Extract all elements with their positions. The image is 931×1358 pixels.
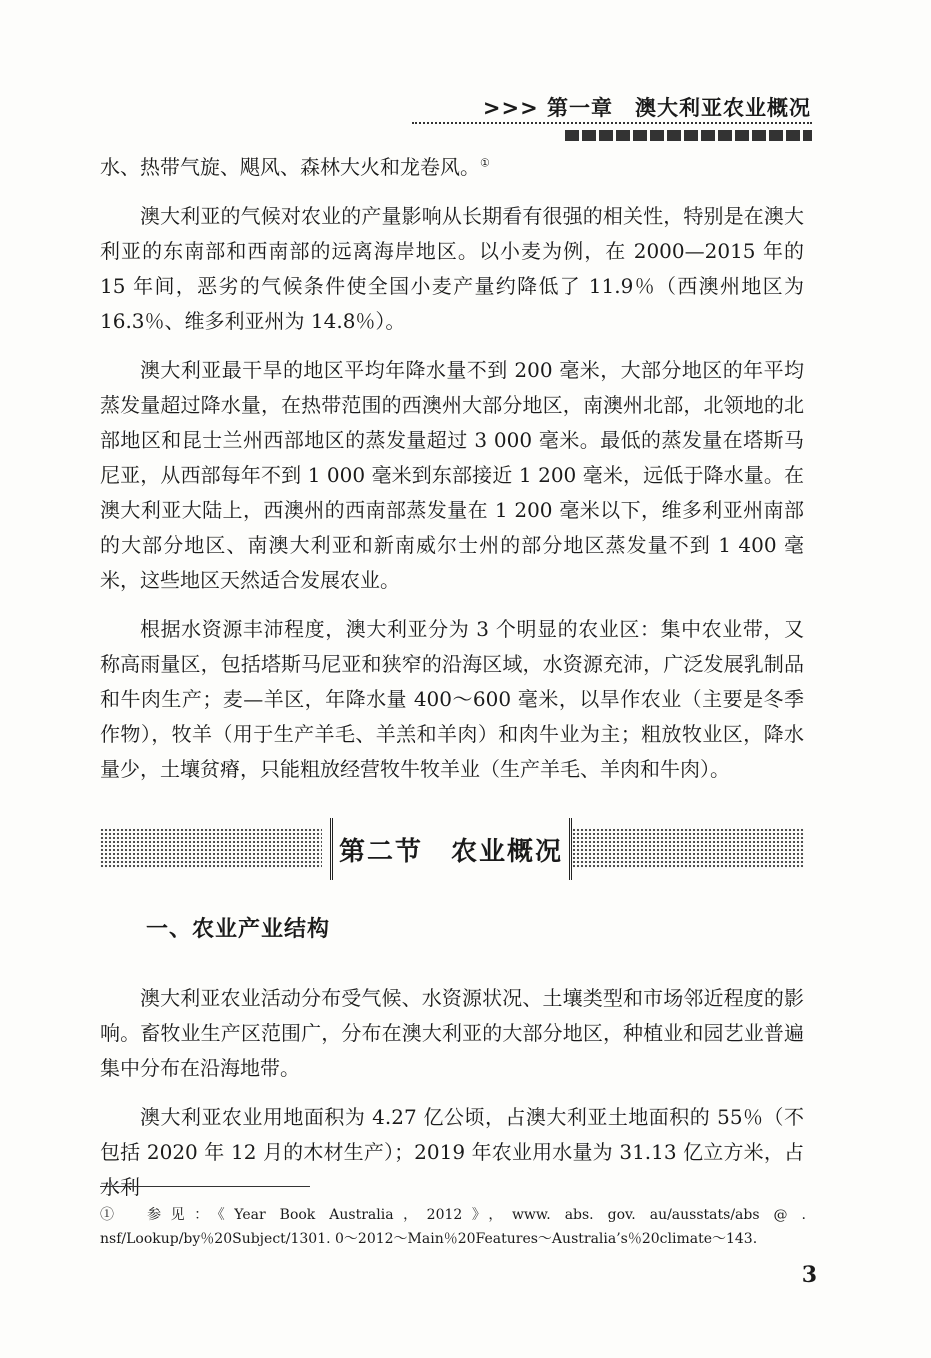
- subsection-title: 一、农业产业结构: [146, 917, 331, 942]
- running-header: [0, 0, 931, 140]
- paragraph: 澳大利亚农业活动分布受气候、水资源状况、土壤类型和市场邻近程度的影响。畜牧业生产区范围广，分布在澳大利亚的大部分地区，种植业和园艺业普遍集中分布在沿海地带。: [100, 986, 804, 1080]
- footnote-divider: [100, 1186, 310, 1187]
- chapter-title: >>> 第一章 澳大利亚农业概况: [482, 96, 811, 120]
- paragraph: 根据水资源丰沛程度，澳大利亚分为 3 个明显的农业区：集中农业带，又称高雨量区，包括塔斯马尼亚和狭窄的沿海区域，水资源充沛，广泛发展乳制品和牛肉生产；麦—羊区，年降水量 400～600 毫米，以旱作农业（主要是冬季作物），牧羊（用于生产羊毛、羊羔和羊肉）和肉牛业为主；粗放牧业区，降水量少，土壤贫瘠，只能粗放经营牧牛牧羊业（生产羊毛、羊肉和牛肉）。: [100, 617, 804, 781]
- footnote: ① 参见：《Year Book Australia，2012》，www. abs. gov. au/ausstats/abs @ . nsf/Lookup/by％20Subject/1301. 0～2012～Main％20Features～Australia’s％20climate～143.: [100, 1207, 806, 1247]
- footnote-reference[interactable]: ①: [480, 156, 490, 170]
- header-dotted-rule: [412, 122, 812, 124]
- paragraph: 澳大利亚最干旱的地区平均年降水量不到 200 毫米，大部分地区的年平均蒸发量超过降水量，在热带范围的西澳州大部分地区，南澳州北部，北领地的北部地区和昆士兰州西部地区的蒸发量超过 3 000 毫米。最低的蒸发量在塔斯马尼亚，从西部每年不到 1 000 毫米到东部接近 1 200 毫米，远低于降水量。在澳大利亚大陆上，西澳州的西南部蒸发量在 1 200 毫米以下，维多利亚州南部的大部分地区、南澳大利亚和新南威尔士州的部分地区蒸发量不到 1 400 毫米，这些地区天然适合发展农业。: [100, 358, 804, 592]
- body-text-lower: [100, 981, 804, 1205]
- paragraph: 水、热带气旋、飓风、森林大火和龙卷风。①: [100, 155, 490, 179]
- dotted-fill-left: [100, 828, 322, 868]
- section-heading-band: [100, 818, 804, 880]
- dotted-fill-right: [572, 828, 804, 868]
- body-text-upper: [100, 150, 804, 787]
- page-number: 3: [801, 1262, 817, 1288]
- paragraph: 澳大利亚的气候对农业的产量影响从长期看有很强的相关性，特别是在澳大利亚的东南部和西南部的远离海岸地区。以小麦为例，在 2000—2015 年的 15 年间，恶劣的气候条件使全国小麦产量约降低了 11.9％（西澳州地区为 16.3％、维多利亚州为 14.8％）。: [100, 204, 804, 333]
- paragraph: 澳大利亚农业用地面积为 4.27 亿公顷，占澳大利亚土地面积的 55％（不包括 2020 年 12 月的木材生产）；2019 年农业用水量为 31.13 亿立方米，占水利: [100, 1105, 804, 1199]
- section-title: 第二节 农业概况: [330, 818, 572, 880]
- header-decorative-bar: [565, 130, 812, 141]
